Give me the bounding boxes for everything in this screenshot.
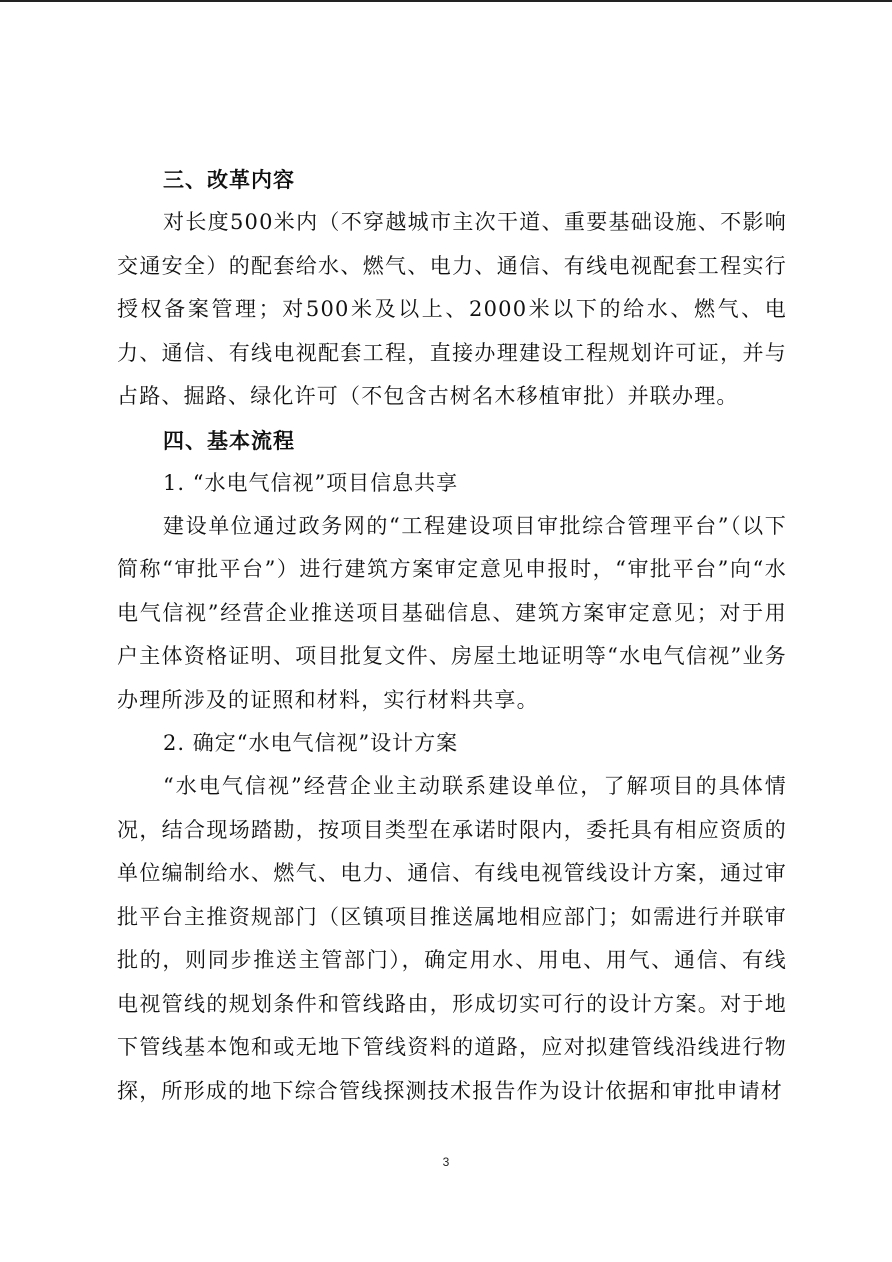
- section-heading-reform-content: 三、改革内容: [163, 167, 295, 192]
- subheading-design-plan: 2. 确定“水电气信视”设计方案: [163, 731, 459, 755]
- top-border-line: [0, 0, 892, 2]
- paragraph-design-plan: “水电气信视”经营企业主动联系建设单位，了解项目的具体情况，结合现场踏勘，按项目类型在承诺时限内，委托具有相应资质的单位编制给水、燃气、电力、通信、有线电视管线设计方案，通过审批平台主推资规部门（区镇项目推送属地相应部门；如需进行并联审批的，则同步推送主管部门），确定用水、用电、用气、通信、有线电视管线的规划条件和管线路由，形成切实可行的设计方案。对于地下管线基本饱和或无地下管线资料的道路，应对拟建管线沿线进行物探，所形成的地下综合管线探测技术报告作为设计依据和审批申请材: [117, 774, 787, 1103]
- document-body: [117, 158, 787, 1113]
- section-heading-basic-process: 四、基本流程: [163, 427, 295, 453]
- paragraph-reform-content: 对长度500米内（不穿越城市主次干道、重要基础设施、不影响交通安全）的配套给水、燃气、电力、通信、有线电视配套工程实行授权备案管理；对500米及以上、2000米以下的给水、燃气、电力、通信、有线电视配套工程，直接办理建设工程规划许可证，并与占路、掘路、绿化许可（不包含古树名木移植审批）并联办理。: [117, 210, 787, 408]
- subheading-info-sharing: 1. “水电气信视”项目信息共享: [163, 470, 459, 495]
- page-number: 3: [442, 1155, 450, 1169]
- paragraph-info-sharing: 建设单位通过政务网的“工程建设项目审批综合管理平台”（以下简称“审批平台”）进行建筑方案审定意见申报时，“审批平台”向“水电气信视”经营企业推送项目基础信息、建筑方案审定意见；对于用户主体资格证明、项目批复文件、房屋土地证明等“水电气信视”业务办理所涉及的证照和材料，实行材料共享。: [117, 513, 787, 712]
